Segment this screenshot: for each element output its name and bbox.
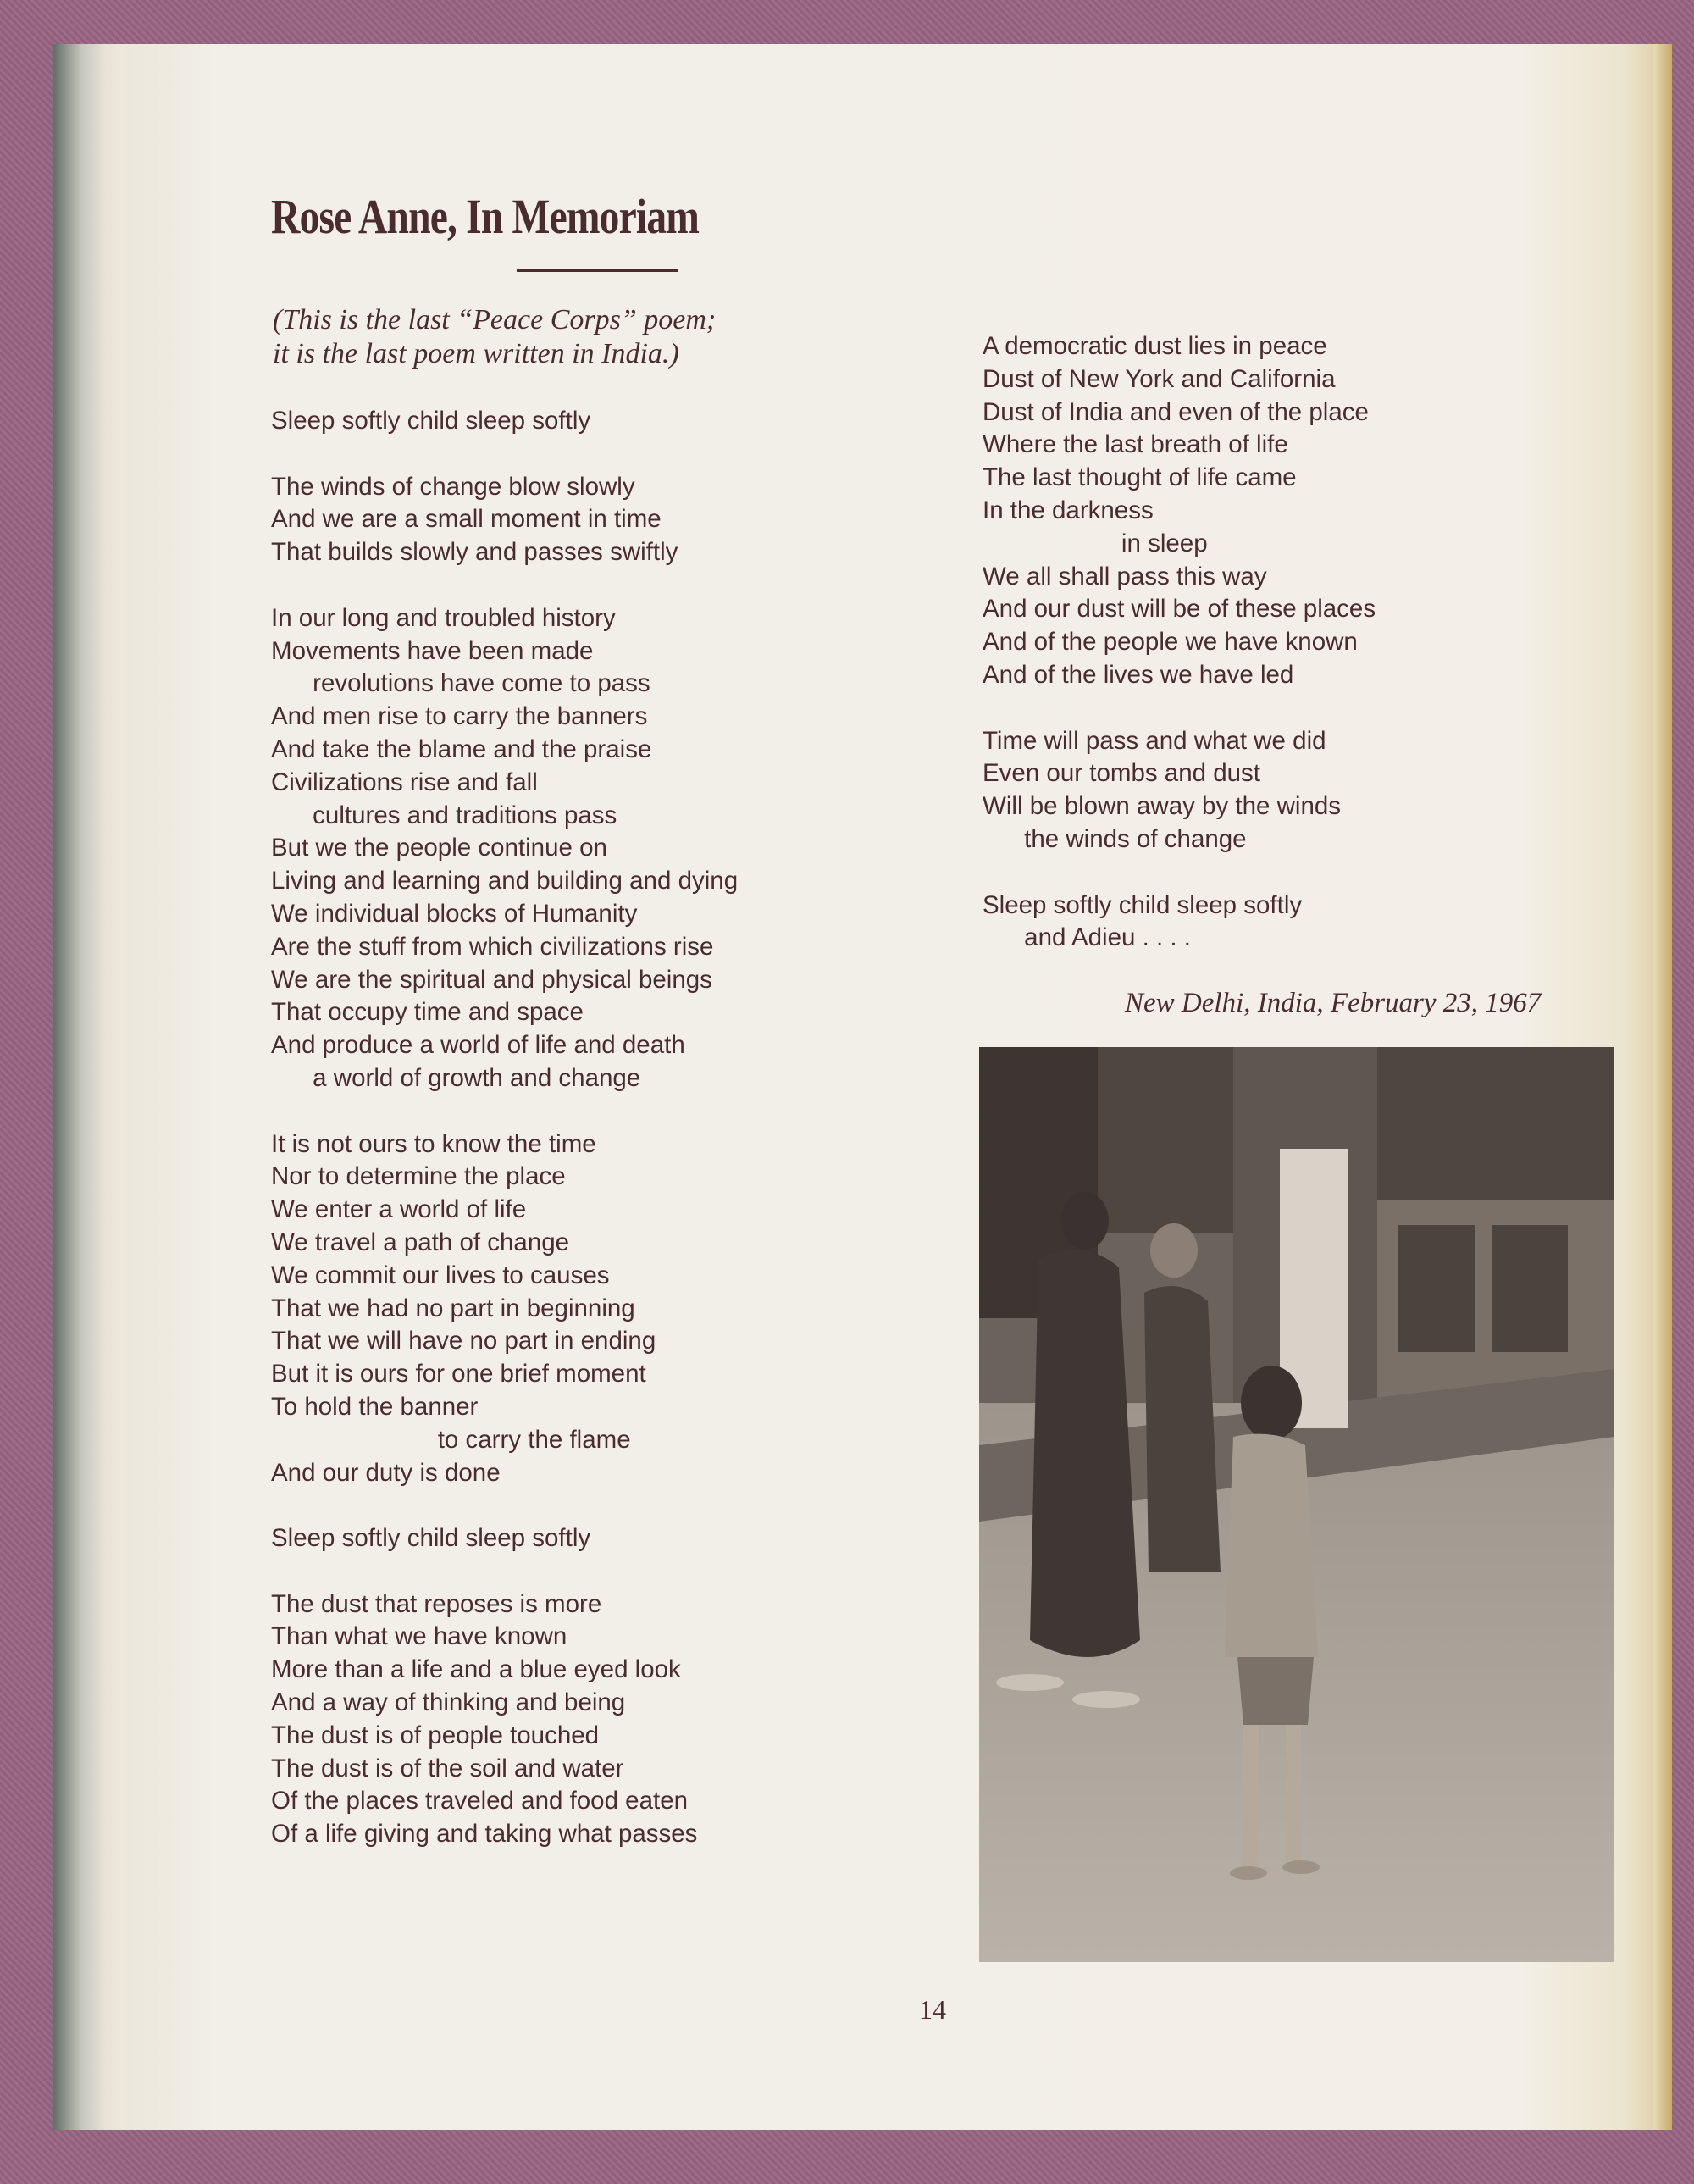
left-line: We commit our lives to causes bbox=[271, 1261, 610, 1289]
left-line: Civilizations rise and fall bbox=[271, 768, 538, 796]
poem-title: Rose Anne, In Memoriam bbox=[271, 189, 700, 244]
left-line: And a way of thinking and being bbox=[271, 1688, 626, 1717]
right-line: Dust of India and even of the place bbox=[983, 397, 1369, 426]
left-line: Are the stuff from which civilizations rise bbox=[271, 932, 714, 961]
poem-column-right bbox=[983, 330, 1376, 955]
right-line: In the darkness bbox=[983, 496, 1154, 524]
left-line: We individual blocks of Humanity bbox=[271, 899, 638, 928]
note-line-2: it is the last poem written in India.) bbox=[273, 338, 679, 369]
left-line: And take the blame and the praise bbox=[271, 734, 652, 763]
note-line-1: (This is the last “Peace Corps” poem; bbox=[273, 304, 717, 335]
left-line: That we will have no part in ending bbox=[271, 1327, 656, 1355]
left-line: More than a life and a blue eyed look bbox=[271, 1655, 681, 1684]
left-line: And produce a world of life and death bbox=[271, 1031, 685, 1060]
page-edge bbox=[1653, 44, 1672, 2130]
right-line: Dust of New York and California bbox=[983, 364, 1336, 393]
right-line: And of the lives we have led bbox=[983, 660, 1294, 689]
left-line: And men rise to carry the banners bbox=[271, 702, 648, 731]
book-gutter bbox=[53, 44, 127, 2130]
left-line: And our duty is done bbox=[271, 1458, 501, 1487]
left-line: That builds slowly and passes swiftly bbox=[271, 538, 678, 567]
left-line: revolutions have come to pass bbox=[271, 669, 650, 698]
right-line: Sleep softly child sleep softly bbox=[983, 890, 1303, 919]
poem-column-left bbox=[271, 405, 738, 1851]
left-line: Of the places traveled and food eaten bbox=[271, 1787, 689, 1815]
photo-street-scene bbox=[979, 1047, 1614, 1962]
left-line: to carry the flame bbox=[271, 1425, 631, 1454]
photo-illustration bbox=[979, 1047, 1614, 1962]
left-line: That occupy time and space bbox=[271, 998, 584, 1027]
place-date: New Delhi, India, February 23, 1967 bbox=[1125, 988, 1542, 1018]
left-line: And we are a small moment in time bbox=[271, 505, 662, 534]
left-line: We are the spiritual and physical beings bbox=[271, 965, 712, 994]
right-line: the winds of change bbox=[983, 824, 1247, 853]
left-line: Sleep softly child sleep softly bbox=[271, 407, 591, 435]
left-line: Living and learning and building and dying bbox=[271, 867, 739, 895]
right-line: A democratic dust lies in peace bbox=[983, 332, 1327, 360]
left-line: The dust is of people touched bbox=[271, 1721, 600, 1749]
left-line: Nor to determine the place bbox=[271, 1162, 566, 1191]
left-line: The dust that reposes is more bbox=[271, 1589, 602, 1618]
right-line: Where the last breath of life bbox=[983, 430, 1288, 459]
left-line: The dust is of the soil and water bbox=[271, 1754, 624, 1782]
left-line: We enter a world of life bbox=[271, 1195, 527, 1224]
right-line: Even our tombs and dust bbox=[983, 759, 1260, 788]
left-line: We travel a path of change bbox=[271, 1228, 570, 1256]
left-line: In our long and troubled history bbox=[271, 603, 616, 632]
right-line: Will be blown away by the winds bbox=[983, 792, 1342, 821]
left-line: a world of growth and change bbox=[271, 1063, 641, 1092]
right-line: And of the people we have known bbox=[983, 628, 1358, 657]
left-line: cultures and traditions pass bbox=[271, 801, 617, 829]
left-line: But it is ours for one brief moment bbox=[271, 1360, 646, 1389]
left-line: That we had no part in beginning bbox=[271, 1294, 635, 1322]
left-line: It is not ours to know the time bbox=[271, 1129, 596, 1158]
left-line: Than what we have known bbox=[271, 1622, 567, 1651]
page-number: 14 bbox=[919, 1994, 946, 2025]
right-line: And our dust will be of these places bbox=[983, 595, 1376, 624]
left-line: Sleep softly child sleep softly bbox=[271, 1524, 591, 1553]
title-rule bbox=[517, 269, 678, 272]
right-line: in sleep bbox=[983, 529, 1208, 557]
left-line: But we the people continue on bbox=[271, 834, 607, 862]
left-line: Of a life giving and taking what passes bbox=[271, 1820, 698, 1849]
left-line: The winds of change blow slowly bbox=[271, 472, 635, 501]
right-line: Time will pass and what we did bbox=[983, 726, 1326, 755]
right-line: We all shall pass this way bbox=[983, 562, 1267, 590]
right-line: The last thought of life came bbox=[983, 463, 1297, 492]
right-line: and Adieu . . . . bbox=[983, 923, 1191, 952]
left-line: Movements have been made bbox=[271, 636, 594, 665]
left-line: To hold the banner bbox=[271, 1392, 479, 1421]
poem-note bbox=[273, 303, 716, 371]
